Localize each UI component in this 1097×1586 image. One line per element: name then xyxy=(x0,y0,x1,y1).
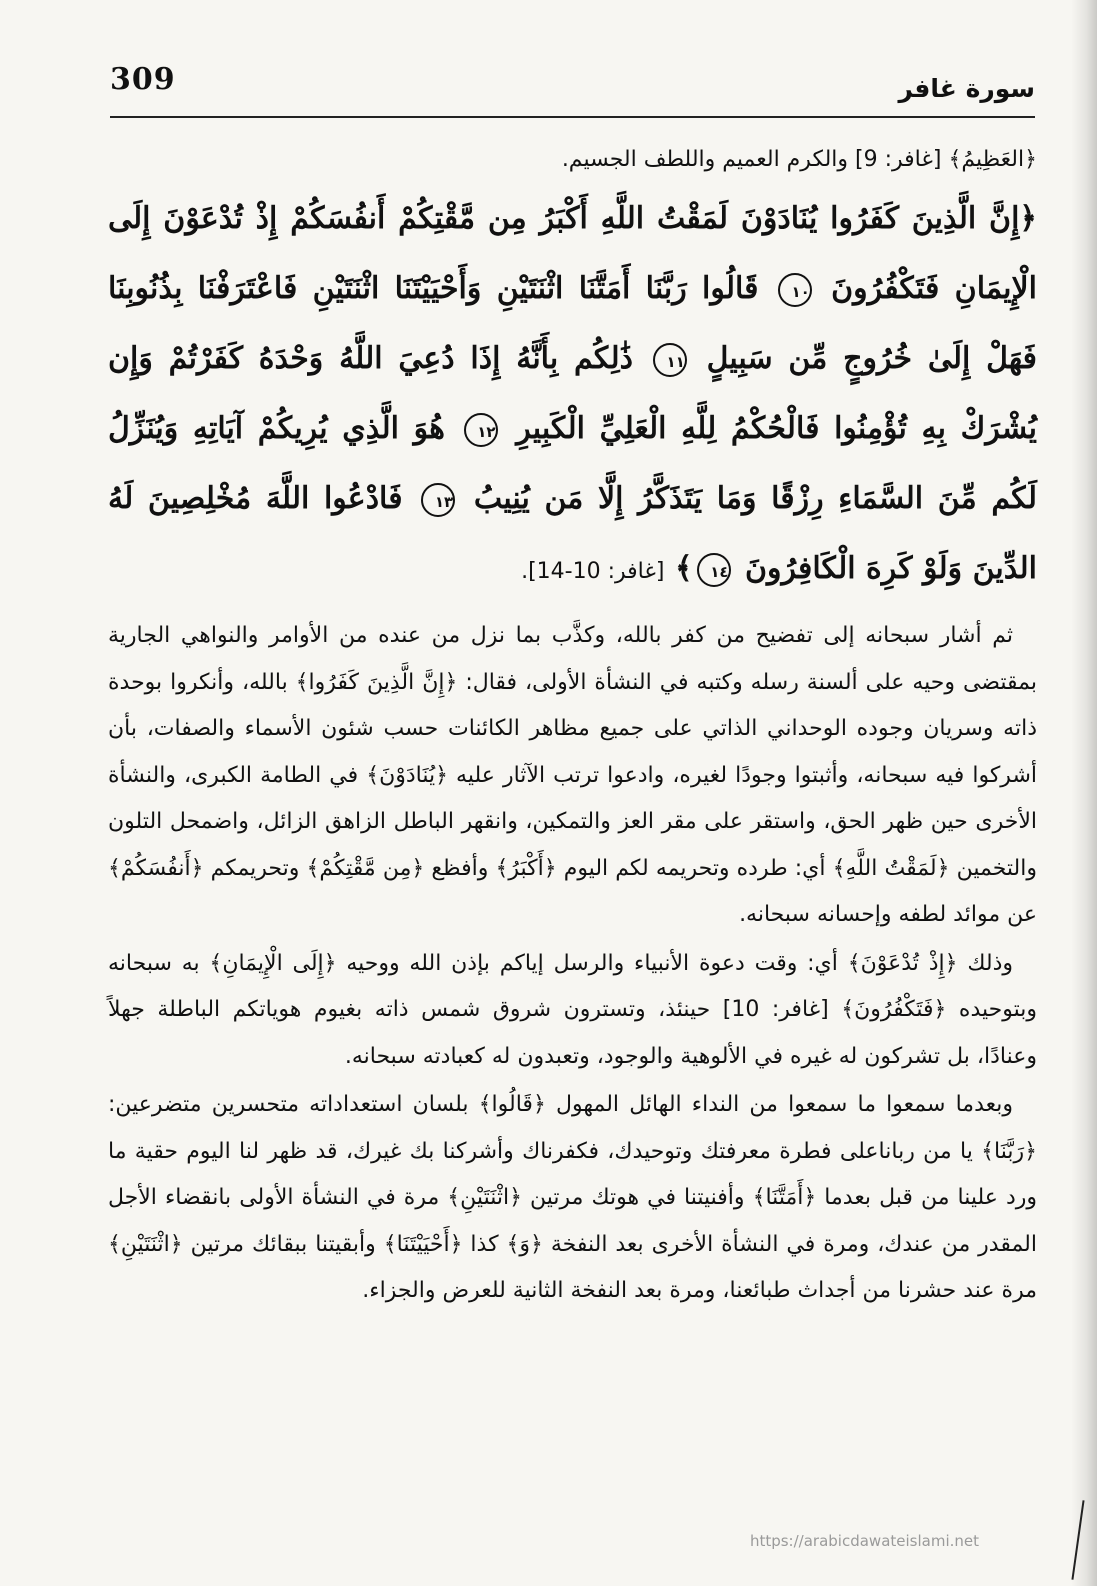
verse-number-10: ١٠ xyxy=(778,273,812,307)
verse-text: ذَٰلِكُم بِأَنَّهُ إِذَا دُعِيَ اللَّهُ وَحْدَهُ كَفَرْتُمْ وَإِن يُشْرَكْ بِهِ تُؤْمِنُوا فَالْحُكْمُ لِلَّهِ الْعَلِيِّ الْكَبِيرِ xyxy=(108,341,1037,446)
verse-number-12: ١٢ xyxy=(464,413,498,447)
surah-name: سورة غافر xyxy=(898,74,1035,103)
commentary-paragraph: وذلك ﴿إِذْ تُدْعَوْنَ﴾ أي: وقت دعوة الأنبياء والرسل إياكم بإذن الله ووحيه ﴿إِلَى الْإِيمَانِ﴾ به سبحانه وبتوحيده ﴿فَتَكْفُرُونَ﴾ [غافر: 10] حينئذ، وتسترون شروق شمس ذاته بغيوم هوياتكم الباطلة جهلاً وعنادًا، بل تشركون له غيره في الألوهية والوجود، وتعبدون له كعبادته سبحانه. xyxy=(108,950,1037,1069)
page-header xyxy=(110,60,1035,118)
verse-text: قَالُوا رَبَّنَا أَمَتَّنَا اثْنَتَيْنِ وَأَحْيَيْتَنَا اثْنَتَيْنِ فَاعْتَرَفْنَا بِذُنُوبِنَا فَهَلْ إِلَىٰ خُرُوجٍ مِّن سَبِيلٍ xyxy=(108,271,1038,376)
verse-reference: [غافر: 10-14]. xyxy=(521,559,665,584)
verse-text: هُوَ الَّذِي يُرِيكُمْ آيَاتِهِ وَيُنَزِّلُ لَكُم مِّنَ السَّمَاءِ رِزْقًا وَمَا يَتَذَكَّرُ إِلَّا مَن يُنِيبُ xyxy=(108,411,1037,516)
commentary-paragraph: وبعدما سمعوا ما سمعوا من النداء الهائل المهول ﴿قَالُوا﴾ بلسان استعداداته متحسرين متضرعين: ﴿رَبَّنَا﴾ يا من رباناعلى فطرة معرفتك وتوحيدك، فكفرناك وأشركنا بك غيرك، قد ظهر لنا اليوم حقية ما ورد علينا من قبل بعدما ﴿أَمَتَّنَا﴾ وأفنيتنا في هوتك مرتين ﴿اثْنَتَيْنِ﴾ مرة في النشأة الأولى بانقضاء الأجل المقدر من عندك، ومرة في النشأة الأخرى بعد النفخة ﴿وَ﴾ كذا ﴿أَحْيَيْتَنَا﴾ وأبقيتنا ببقائك مرتين ﴿اثْنَتَيْنِ﴾ مرة عند حشرنا من أجداث طبائعنا، ومرة بعد النفخة الثانية للعرض والجزاء. xyxy=(108,1092,1037,1303)
verse-number-14: ١٤ xyxy=(697,553,731,587)
scan-edge-shadow xyxy=(1071,0,1097,1586)
verse-number-11: ١١ xyxy=(653,343,687,377)
verse-text: فَادْعُوا اللَّهَ مُخْلِصِينَ لَهُ الدِّينَ وَلَوْ كَرِهَ الْكَافِرُونَ xyxy=(108,481,1037,586)
intro-line: ﴿العَظِيمُ﴾ [غافر: 9] والكرم العميم واللطف الجسيم. xyxy=(561,147,1037,172)
quran-verses-block xyxy=(108,184,1037,607)
verse-close-bracket: ﴾ xyxy=(674,551,693,586)
page-content xyxy=(108,140,1037,1317)
commentary-paragraph: ثم أشار سبحانه إلى تفضيح من كفر بالله، وكذَّب بما نزل من عنده من الأوامر والنواهي الجارية بمقتضى وحيه على ألسنة رسله وكتبه في النشأة الأولى، فقال: ﴿إِنَّ الَّذِينَ كَفَرُوا﴾ بالله، وأنكروا بوحدة ذاته وسريان وجوده الوحداني الذاتي على جميع مظاهر الكائنات حسب شئون الأسماء والصفات، بأن أشركوا فيه سبحانه، وأثبتوا وجودًا لغيره، وادعوا ترتب الآثار عليه ﴿يُنَادَوْنَ﴾ في الطامة الكبرى، والنشأة الأخرى حين ظهر الحق، واستقر على مقر العز والتمكين، وانقهر الباطل الزاهق الزائل، واضمحل التلون والتخمين ﴿لَمَقْتُ اللَّهِ﴾ أي: طرده وتحريمه لكم اليوم ﴿أَكْبَرُ﴾ وأفظع ﴿مِن مَّقْتِكُمْ﴾ وتحريمكم ﴿أَنفُسَكُمْ﴾ عن موائد لطفه وإحسانه سبحانه. xyxy=(108,623,1037,927)
page-number: 309 xyxy=(110,62,176,97)
verse-number-13: ١٣ xyxy=(421,483,455,517)
verse-text: ﴿إِنَّ الَّذِينَ كَفَرُوا يُنَادَوْنَ لَمَقْتُ اللَّهِ أَكْبَرُ مِن مَّقْتِكُمْ أَنفُسَكُمْ إِذْ تُدْعَوْنَ إِلَى الْإِيمَانِ فَتَكْفُرُونَ xyxy=(108,201,1037,306)
watermark-url: https://arabicdawateislami.net xyxy=(749,1532,979,1550)
